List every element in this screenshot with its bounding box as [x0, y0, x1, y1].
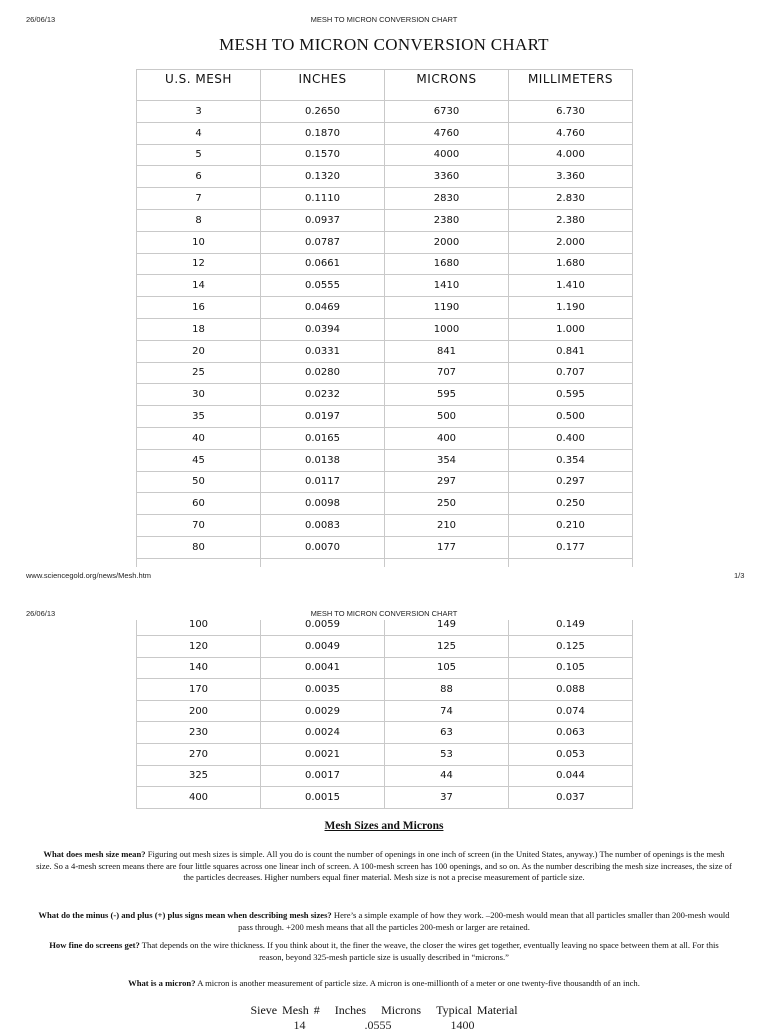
page-title: MESH TO MICRON CONVERSION CHART [219, 35, 549, 54]
table-row [137, 144, 633, 166]
cell-microns: 1410 [385, 275, 509, 297]
cell-microns: 74 [385, 700, 509, 722]
cell-microns: 595 [385, 384, 509, 406]
cell-inches: 0.0661 [261, 253, 385, 275]
cell-microns: 1000 [385, 318, 509, 340]
cell-inches: 0.1110 [261, 188, 385, 210]
cell-millimeters: 0.063 [509, 722, 633, 744]
table-row [137, 318, 633, 340]
cell-mesh: 6 [137, 166, 261, 188]
cell-inches: 0.0049 [261, 636, 385, 658]
cell-mesh: 45 [137, 449, 261, 471]
cell-mesh: 7 [137, 188, 261, 210]
sieve-table-header [0, 1003, 768, 1018]
cell-mesh: 14 [137, 275, 261, 297]
conversion-table-page1 [136, 69, 633, 567]
cell-inches: 0.0059 [261, 620, 385, 636]
cell-millimeters: 1.680 [509, 253, 633, 275]
table-row-empty [137, 558, 633, 567]
cell-microns: 210 [385, 515, 509, 537]
cell-millimeters: 0.297 [509, 471, 633, 493]
table-row [137, 209, 633, 231]
cell-mesh: 40 [137, 427, 261, 449]
sieve-cell: 14 [293, 1018, 306, 1032]
cell-mesh: 20 [137, 340, 261, 362]
cell-millimeters: 1.410 [509, 275, 633, 297]
cell-microns: 105 [385, 657, 509, 679]
empty-cell [137, 558, 261, 567]
table-row [137, 340, 633, 362]
cell-millimeters: 0.250 [509, 493, 633, 515]
cell-mesh: 18 [137, 318, 261, 340]
table-row [137, 636, 633, 658]
faq-question: What is a micron? [128, 978, 196, 988]
cell-millimeters: 0.149 [509, 620, 633, 636]
cell-millimeters: 6.730 [509, 101, 633, 123]
sieve-cell: .0555 [364, 1018, 392, 1032]
sieve-col-material: Typical Material [436, 1003, 518, 1017]
table-row [137, 122, 633, 144]
cell-millimeters: 0.707 [509, 362, 633, 384]
faq-how-fine [36, 940, 732, 963]
table-row [137, 700, 633, 722]
cell-mesh: 35 [137, 406, 261, 428]
cell-mesh: 400 [137, 787, 261, 809]
cell-inches: 0.1870 [261, 122, 385, 144]
cell-millimeters: 2.000 [509, 231, 633, 253]
cell-inches: 0.0024 [261, 722, 385, 744]
cell-millimeters: 2.380 [509, 209, 633, 231]
cell-mesh: 50 [137, 471, 261, 493]
table-row [137, 166, 633, 188]
cell-mesh: 5 [137, 144, 261, 166]
cell-inches: 0.0280 [261, 362, 385, 384]
cell-inches: 0.0232 [261, 384, 385, 406]
cell-millimeters: 0.037 [509, 787, 633, 809]
faq-question: How fine do screens get? [49, 940, 140, 950]
cell-mesh: 170 [137, 679, 261, 701]
cell-millimeters: 0.053 [509, 743, 633, 765]
cell-inches: 0.0394 [261, 318, 385, 340]
table-row [137, 657, 633, 679]
cell-microns: 63 [385, 722, 509, 744]
cell-inches: 0.1320 [261, 166, 385, 188]
faq-minus-plus [36, 910, 732, 933]
faq-answer: Here’s a simple example of how they work. –200-mesh would mean that all particles smaller than 200-mesh would pass through. +200 mesh means that all the particles 200-mesh or larger are retained. [238, 910, 730, 932]
cell-mesh: 10 [137, 231, 261, 253]
cell-inches: 0.1570 [261, 144, 385, 166]
table-row [137, 765, 633, 787]
faq-mesh-size [36, 849, 732, 884]
cell-microns: 149 [385, 620, 509, 636]
cell-millimeters: 0.044 [509, 765, 633, 787]
cell-microns: 44 [385, 765, 509, 787]
table-row [137, 536, 633, 558]
cell-mesh: 4 [137, 122, 261, 144]
cell-millimeters: 0.500 [509, 406, 633, 428]
cell-inches: 0.0937 [261, 209, 385, 231]
cell-microns: 125 [385, 636, 509, 658]
cell-microns: 4760 [385, 122, 509, 144]
page1-footer-page: 1/3 [734, 571, 745, 580]
table-row [137, 275, 633, 297]
faq-answer: That depends on the wire thickness. If you think about it, the finer the weave, the closer the wires get together, eventually leaving no space between them at all. For this reason, beyond 325-mesh particle size is usually described in “microns.” [141, 940, 719, 962]
cell-mesh: 200 [137, 700, 261, 722]
table-row [137, 679, 633, 701]
cell-inches: 0.0029 [261, 700, 385, 722]
cell-inches: 0.0083 [261, 515, 385, 537]
cell-microns: 707 [385, 362, 509, 384]
column-header-inches: INCHES [261, 70, 385, 101]
faq-question: What do the minus (-) and plus (+) plus signs mean when describing mesh sizes? [38, 910, 332, 920]
faq-micron [36, 978, 732, 990]
section-heading: Mesh Sizes and Microns [324, 820, 444, 832]
cell-millimeters: 1.000 [509, 318, 633, 340]
conversion-table-page2 [136, 620, 633, 809]
sieve-col-inches: Inches [334, 1003, 367, 1017]
cell-mesh: 325 [137, 765, 261, 787]
empty-cell [261, 558, 385, 567]
cell-millimeters: 0.074 [509, 700, 633, 722]
cell-millimeters: 2.830 [509, 188, 633, 210]
cell-mesh: 60 [137, 493, 261, 515]
table-row [137, 743, 633, 765]
cell-mesh: 270 [137, 743, 261, 765]
cell-millimeters: 0.841 [509, 340, 633, 362]
cell-microns: 841 [385, 340, 509, 362]
cell-microns: 250 [385, 493, 509, 515]
table-row [137, 722, 633, 744]
cell-microns: 88 [385, 679, 509, 701]
cell-microns: 177 [385, 536, 509, 558]
empty-cell [385, 558, 509, 567]
table-row [137, 406, 633, 428]
cell-millimeters: 0.088 [509, 679, 633, 701]
cell-mesh: 100 [137, 620, 261, 636]
page1-date: 26/06/13 [26, 15, 56, 24]
cell-inches: 0.0331 [261, 340, 385, 362]
cell-microns: 4000 [385, 144, 509, 166]
table-row [137, 787, 633, 809]
cell-millimeters: 4.760 [509, 122, 633, 144]
table-row [137, 471, 633, 493]
cell-millimeters: 3.360 [509, 166, 633, 188]
cell-millimeters: 0.177 [509, 536, 633, 558]
cell-millimeters: 1.190 [509, 297, 633, 319]
cell-millimeters: 0.595 [509, 384, 633, 406]
cell-inches: 0.0165 [261, 427, 385, 449]
table-row [137, 493, 633, 515]
cell-inches: 0.2650 [261, 101, 385, 123]
page2-date: 26/06/13 [26, 609, 56, 618]
cell-millimeters: 0.125 [509, 636, 633, 658]
column-header-mesh: U.S. MESH [137, 70, 261, 101]
cell-inches: 0.0787 [261, 231, 385, 253]
empty-cell [509, 558, 633, 567]
cell-microns: 2380 [385, 209, 509, 231]
faq-question: What does mesh size mean? [43, 849, 146, 859]
cell-mesh: 120 [137, 636, 261, 658]
cell-mesh: 230 [137, 722, 261, 744]
cell-inches: 0.0197 [261, 406, 385, 428]
cell-microns: 37 [385, 787, 509, 809]
page1-footer-url: www.sciencegold.org/news/Mesh.htm [26, 571, 152, 580]
page1-header-title: MESH TO MICRON CONVERSION CHART [310, 15, 458, 24]
table-row [137, 427, 633, 449]
cell-inches: 0.0017 [261, 765, 385, 787]
table-row [137, 101, 633, 123]
page2-header-title: MESH TO MICRON CONVERSION CHART [310, 609, 458, 618]
table-row [137, 515, 633, 537]
sieve-cell: 1400 [450, 1018, 475, 1032]
cell-inches: 0.0021 [261, 743, 385, 765]
cell-millimeters: 0.105 [509, 657, 633, 679]
table-row [137, 297, 633, 319]
cell-mesh: 80 [137, 536, 261, 558]
cell-microns: 297 [385, 471, 509, 493]
cell-inches: 0.0098 [261, 493, 385, 515]
cell-microns: 53 [385, 743, 509, 765]
cell-microns: 2000 [385, 231, 509, 253]
faq-answer: A micron is another measurement of particle size. A micron is one-millionth of a meter or one twenty-five thousandth of an inch. [197, 978, 640, 988]
cell-microns: 2830 [385, 188, 509, 210]
cell-mesh: 12 [137, 253, 261, 275]
cell-millimeters: 0.354 [509, 449, 633, 471]
cell-inches: 0.0138 [261, 449, 385, 471]
cell-mesh: 3 [137, 101, 261, 123]
sieve-col-microns: Microns [381, 1003, 422, 1017]
table-row [137, 362, 633, 384]
cell-mesh: 70 [137, 515, 261, 537]
cell-mesh: 140 [137, 657, 261, 679]
table-header-row [137, 70, 633, 101]
cell-millimeters: 0.210 [509, 515, 633, 537]
sieve-col-mesh: Sieve Mesh # [250, 1003, 320, 1017]
cell-inches: 0.0555 [261, 275, 385, 297]
cell-inches: 0.0041 [261, 657, 385, 679]
table-row [137, 188, 633, 210]
cell-microns: 3360 [385, 166, 509, 188]
column-header-millimeters: MILLIMETERS [509, 70, 633, 101]
cell-microns: 1680 [385, 253, 509, 275]
cell-microns: 400 [385, 427, 509, 449]
cell-microns: 500 [385, 406, 509, 428]
cell-inches: 0.0035 [261, 679, 385, 701]
cell-mesh: 30 [137, 384, 261, 406]
cell-mesh: 16 [137, 297, 261, 319]
cell-microns: 1190 [385, 297, 509, 319]
faq-answer: Figuring out mesh sizes is simple. All you do is count the number of openings in one inch of screen (in the United States, anyway.) The number of openings is the mesh size. So a 4-mesh screen means there are four little squares across one linear inch of screen. A 100-mesh screen has 100 openings, and so on. As the number describing the mesh size increases, the size of the particles decreases. Higher numbers equal finer material. Mesh size is not a precise measurement of particle size. [36, 849, 732, 882]
cell-inches: 0.0015 [261, 787, 385, 809]
cell-mesh: 8 [137, 209, 261, 231]
sieve-partial-row [0, 1018, 768, 1032]
table-row [137, 231, 633, 253]
cell-inches: 0.0469 [261, 297, 385, 319]
cell-mesh: 25 [137, 362, 261, 384]
cell-inches: 0.0070 [261, 536, 385, 558]
column-header-microns: MICRONS [385, 70, 509, 101]
table-row [137, 384, 633, 406]
table-row [137, 620, 633, 636]
cell-millimeters: 4.000 [509, 144, 633, 166]
table-row [137, 253, 633, 275]
cell-microns: 6730 [385, 101, 509, 123]
cell-inches: 0.0117 [261, 471, 385, 493]
table-row [137, 449, 633, 471]
cell-millimeters: 0.400 [509, 427, 633, 449]
cell-microns: 354 [385, 449, 509, 471]
